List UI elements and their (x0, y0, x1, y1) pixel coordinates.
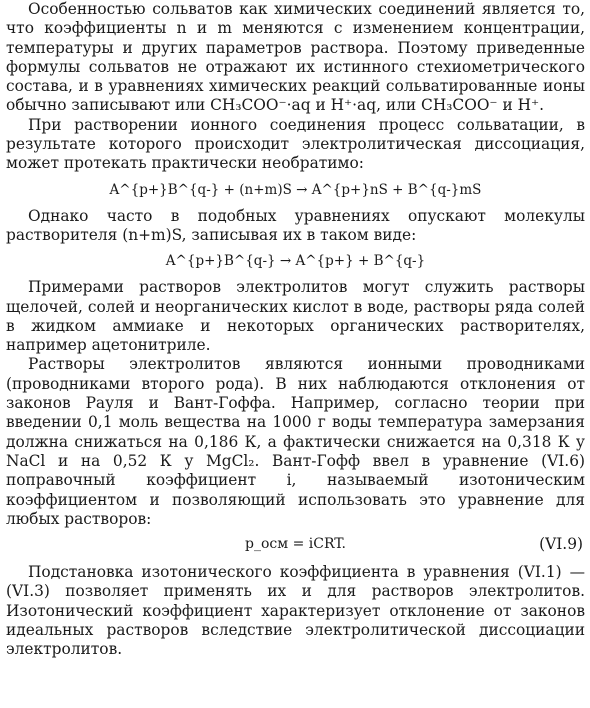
equation-number: (VI.9) (539, 535, 583, 554)
paragraph-4: Примерами растворов электролитов могут служить растворы щелочей, солей и неорганических кислот в воде, растворы ряда солей в жидком аммиаке и некоторых органических растворителях, например ацетонитриле. (6, 278, 585, 355)
equation-osmotic: p_осм = iCRT. (245, 536, 346, 553)
equation-dissociation-short: A^{p+}B^{q-} → A^{p+} + B^{q-} (165, 253, 426, 270)
equation-osmotic-row (6, 529, 585, 563)
paragraph-6: Подстановка изотонического коэффициента в уравнения (VI.1) — (VI.3) позволяет применять их и для растворов электролитов. Изотонический коэффициент характеризует отклонение от законов идеальных растворов вследствие электролитической диссоциации электролитов. (6, 563, 585, 659)
equation-dissociation-full: A^{p+}B^{q-} + (n+m)S → A^{p+}nS + B^{q-}mS (109, 181, 482, 198)
paragraph-1: Особенностью сольватов как химических соединений является то, что коэффициенты n и m меняются с изменением концентрации, температуры и других параметров раствора. Поэтому приведенные формулы сольватов не отражают их истинного стехиометрического состава, и в уравнениях химических реакций сольватированные ионы обычно записывают или CH₃COO⁻·aq и H⁺·aq, или CH₃COO⁻ и H⁺. (6, 0, 585, 115)
paragraph-3: Однако часто в подобных уравнениях опускают молекулы растворителя (n+m)S, записывая их в таком виде: (6, 206, 585, 244)
paragraph-2: При растворении ионного соединения процесс сольватации, в результате которого происходит электролитическая диссоциация, может протекать практически необратимо: (6, 115, 585, 173)
paragraph-5: Растворы электролитов являются ионными проводниками (проводниками второго рода). В них наблюдаются отклонения от законов Рауля и Вант-Гоффа. Например, согласно теории при введении 0,1 моль вещества на 1000 г воды температура замерзания должна снижаться на 0,186 К, а фактически снижается на 0,318 К у NaCl и на 0,52 К у MgCl₂. Вант-Гофф ввел в уравнение (VI.6) поправочный коэффициент i, называемый изотоническим коэффициентом и позволяющий использовать это уравнение для любых растворов: (6, 355, 585, 528)
